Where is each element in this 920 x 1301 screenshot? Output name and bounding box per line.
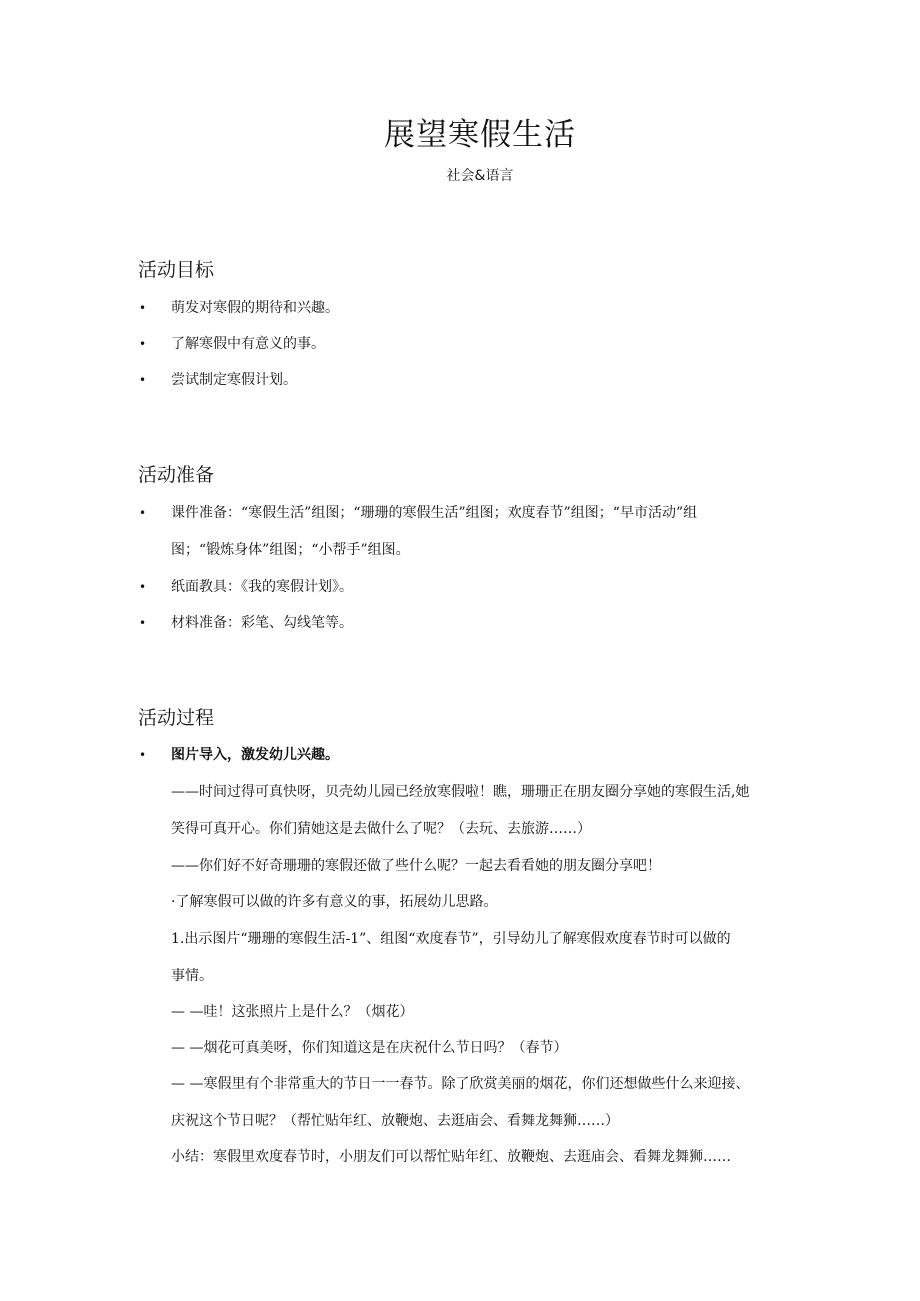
process-line: ——时间过得可真快呀，贝壳幼儿园已经放寒假啦！瞧，珊珊正在朋友圈分享她的寒假生活,她 bbox=[171, 784, 750, 800]
goal-item: 了解寒假中有意义的事。 bbox=[171, 336, 325, 352]
bullet-icon: • bbox=[139, 373, 147, 387]
bullet-icon: • bbox=[139, 616, 147, 630]
preparation-item: 课件准备：“寒假生活”组图；“珊珊的寒假生活”组图；欢度春节”组图；“早市活动”组 bbox=[171, 505, 698, 521]
document-title: 展望寒假生活 bbox=[384, 117, 576, 153]
process-summary: 小结：寒假里欢度春节时，小朋友们可以帮忙贴年红、放鞭炮、去逛庙会、看舞龙舞狮…… bbox=[171, 1149, 731, 1165]
bullet-icon: • bbox=[139, 580, 147, 594]
process-line: 笑得可真开心。你们猜她这是去做什么了呢？（去玩、去旅游……） bbox=[171, 821, 591, 837]
preparation-item-continuation: 图；“锻炼身体”组图；“小帮手”组图。 bbox=[171, 542, 410, 558]
bullet-icon: • bbox=[139, 301, 147, 315]
goal-item: 萌发对寒假的期待和兴趣。 bbox=[171, 300, 339, 316]
process-step-heading: 图片导入，激发幼儿兴趣。 bbox=[171, 747, 339, 763]
preparation-item: 材料准备：彩笔、勾线笔等。 bbox=[171, 615, 353, 631]
preparation-item: 纸面教具：《我的寒假计划》。 bbox=[171, 579, 353, 595]
process-line: — —寒假里有个非常重大的节日一一春节。除了欣赏美丽的烟花，你们还想做些什么来迎接、 bbox=[171, 1076, 750, 1092]
preparation-heading: 活动准备 bbox=[138, 464, 215, 486]
process-line: ·了解寒假可以做的许多有意义的事，拓展幼儿思路。 bbox=[171, 894, 498, 910]
goal-item: 尝试制定寒假计划。 bbox=[171, 372, 297, 388]
bullet-icon: • bbox=[139, 506, 147, 520]
process-line: — —烟花可真美呀，你们知道这是在庆祝什么节日吗？（春节） bbox=[171, 1040, 568, 1056]
bullet-icon: • bbox=[139, 748, 147, 762]
process-line: ——你们好不好奇珊珊的寒假还做了些什么呢？一起去看看她的朋友圈分享吧！ bbox=[171, 858, 661, 874]
goals-heading: 活动目标 bbox=[138, 259, 215, 281]
process-line: — —哇！这张照片上是什么？（烟花） bbox=[171, 1004, 414, 1020]
process-line: 庆祝这个节日呢？（帮忙贴年红、放鞭炮、去逛庙会、看舞龙舞狮……） bbox=[171, 1113, 619, 1129]
process-line: 事情。 bbox=[171, 968, 213, 984]
process-heading: 活动过程 bbox=[138, 707, 215, 729]
bullet-icon: • bbox=[139, 337, 147, 351]
document-subtitle: 社会&语言 bbox=[446, 168, 514, 184]
process-line: 1.出示图片“珊珊的寒假生活-1”、组图“欢度春节”，引导幼儿了解寒假欢度春节时可以做的 bbox=[171, 931, 731, 947]
